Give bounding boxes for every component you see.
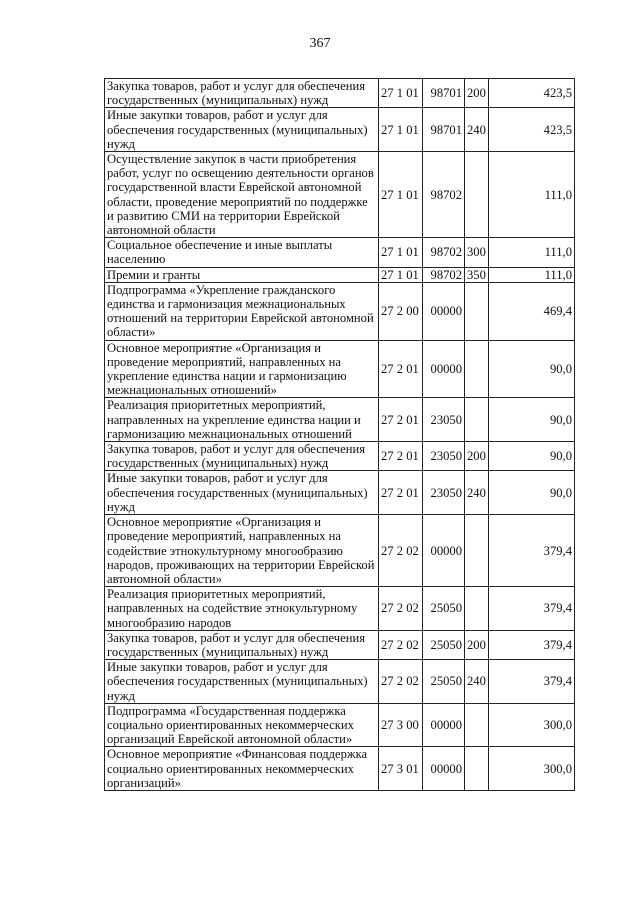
row-amount: 300,0 [489,747,575,791]
row-program-code: 27 1 01 [379,79,423,108]
row-expense-type [465,747,489,791]
row-program-code: 27 1 01 [379,238,423,267]
row-amount: 469,4 [489,282,575,340]
row-expense-type: 200 [465,79,489,108]
row-expense-type: 350 [465,267,489,282]
row-direction-code: 98701 [423,108,465,152]
row-program-code: 27 2 02 [379,515,423,587]
row-direction-code: 25050 [423,587,465,631]
row-amount: 111,0 [489,152,575,238]
row-program-code: 27 2 02 [379,587,423,631]
row-program-code: 27 1 01 [379,108,423,152]
row-program-code: 27 2 00 [379,282,423,340]
row-direction-code: 98701 [423,79,465,108]
table-row [105,340,575,398]
table-row [105,630,575,659]
row-direction-code: 00000 [423,282,465,340]
row-direction-code: 98702 [423,238,465,267]
table-row [105,660,575,704]
row-expense-type: 240 [465,108,489,152]
table-row [105,398,575,442]
row-direction-code: 23050 [423,471,465,515]
table-row [105,703,575,747]
row-amount: 423,5 [489,108,575,152]
row-program-code: 27 2 01 [379,340,423,398]
row-program-code: 27 2 01 [379,442,423,471]
row-amount: 90,0 [489,398,575,442]
row-amount: 111,0 [489,238,575,267]
row-direction-code: 23050 [423,442,465,471]
row-expense-type [465,282,489,340]
row-name: Основное мероприятие «Организация и проведение мероприятий, направленных на укрепление единства нации и гармонизацию межнациональных отношений» [105,340,379,398]
row-direction-code: 00000 [423,703,465,747]
row-direction-code: 98702 [423,267,465,282]
row-program-code: 27 2 01 [379,471,423,515]
row-expense-type [465,152,489,238]
row-program-code: 27 2 02 [379,660,423,704]
row-name: Закупка товаров, работ и услуг для обеспечения государственных (муниципальных) нужд [105,442,379,471]
table-row [105,238,575,267]
row-name: Подпрограмма «Укрепление гражданского единства и гармонизация межнациональных отношений на территории Еврейской автономной области» [105,282,379,340]
row-name: Закупка товаров, работ и услуг для обеспечения государственных (муниципальных) нужд [105,79,379,108]
row-name: Реализация приоритетных мероприятий, направленных на укрепление единства нации и гармонизацию межнациональных отношений [105,398,379,442]
row-name: Премии и гранты [105,267,379,282]
row-name: Основное мероприятие «Финансовая поддержка социально ориентированных некоммерческих организаций» [105,747,379,791]
row-direction-code: 00000 [423,747,465,791]
page-number: 367 [309,36,331,51]
row-name: Реализация приоритетных мероприятий, направленных на содействие этнокультурному многообразию народов [105,587,379,631]
row-amount: 423,5 [489,79,575,108]
row-expense-type: 200 [465,630,489,659]
row-amount: 379,4 [489,587,575,631]
row-name: Осуществление закупок в части приобретения работ, услуг по освещению деятельности органов государственной власти Еврейской автономной области, проведение мероприятий по поддержке и развитию СМИ на территории Еврейской автономной области [105,152,379,238]
table-row [105,152,575,238]
row-amount: 90,0 [489,471,575,515]
table-row [105,267,575,282]
row-program-code: 27 1 01 [379,267,423,282]
row-direction-code: 25050 [423,630,465,659]
row-expense-type [465,340,489,398]
row-program-code: 27 1 01 [379,152,423,238]
row-direction-code: 98702 [423,152,465,238]
row-name: Иные закупки товаров, работ и услуг для обеспечения государственных (муниципальных) нужд [105,108,379,152]
row-expense-type [465,515,489,587]
row-amount: 379,4 [489,515,575,587]
row-expense-type: 200 [465,442,489,471]
row-amount: 111,0 [489,267,575,282]
row-name: Социальное обеспечение и иные выплаты населению [105,238,379,267]
row-program-code: 27 2 01 [379,398,423,442]
table-row [105,515,575,587]
row-amount: 90,0 [489,340,575,398]
row-expense-type [465,703,489,747]
table-row [105,282,575,340]
row-direction-code: 00000 [423,515,465,587]
row-direction-code: 23050 [423,398,465,442]
row-amount: 300,0 [489,703,575,747]
table-row [105,587,575,631]
row-name: Иные закупки товаров, работ и услуг для обеспечения государственных (муниципальных) нужд [105,471,379,515]
row-name: Иные закупки товаров, работ и услуг для обеспечения государственных (муниципальных) нужд [105,660,379,704]
row-program-code: 27 2 02 [379,630,423,659]
row-amount: 379,4 [489,660,575,704]
row-amount: 379,4 [489,630,575,659]
row-direction-code: 00000 [423,340,465,398]
row-expense-type: 240 [465,471,489,515]
row-program-code: 27 3 00 [379,703,423,747]
table-row [105,79,575,108]
row-name: Подпрограмма «Государственная поддержка социально ориентированных некоммерческих организаций Еврейской автономной области» [105,703,379,747]
row-name: Основное мероприятие «Организация и проведение мероприятий, направленных на содействие этнокультурному многообразию народов, проживающих на территории Еврейской автономной области» [105,515,379,587]
table-row [105,442,575,471]
row-name: Закупка товаров, работ и услуг для обеспечения государственных (муниципальных) нужд [105,630,379,659]
row-amount: 90,0 [489,442,575,471]
table-row [105,108,575,152]
row-direction-code: 25050 [423,660,465,704]
budget-table [104,78,575,791]
row-expense-type: 240 [465,660,489,704]
row-expense-type: 300 [465,238,489,267]
row-program-code: 27 3 01 [379,747,423,791]
table-row [105,747,575,791]
row-expense-type [465,587,489,631]
table-row [105,471,575,515]
row-expense-type [465,398,489,442]
